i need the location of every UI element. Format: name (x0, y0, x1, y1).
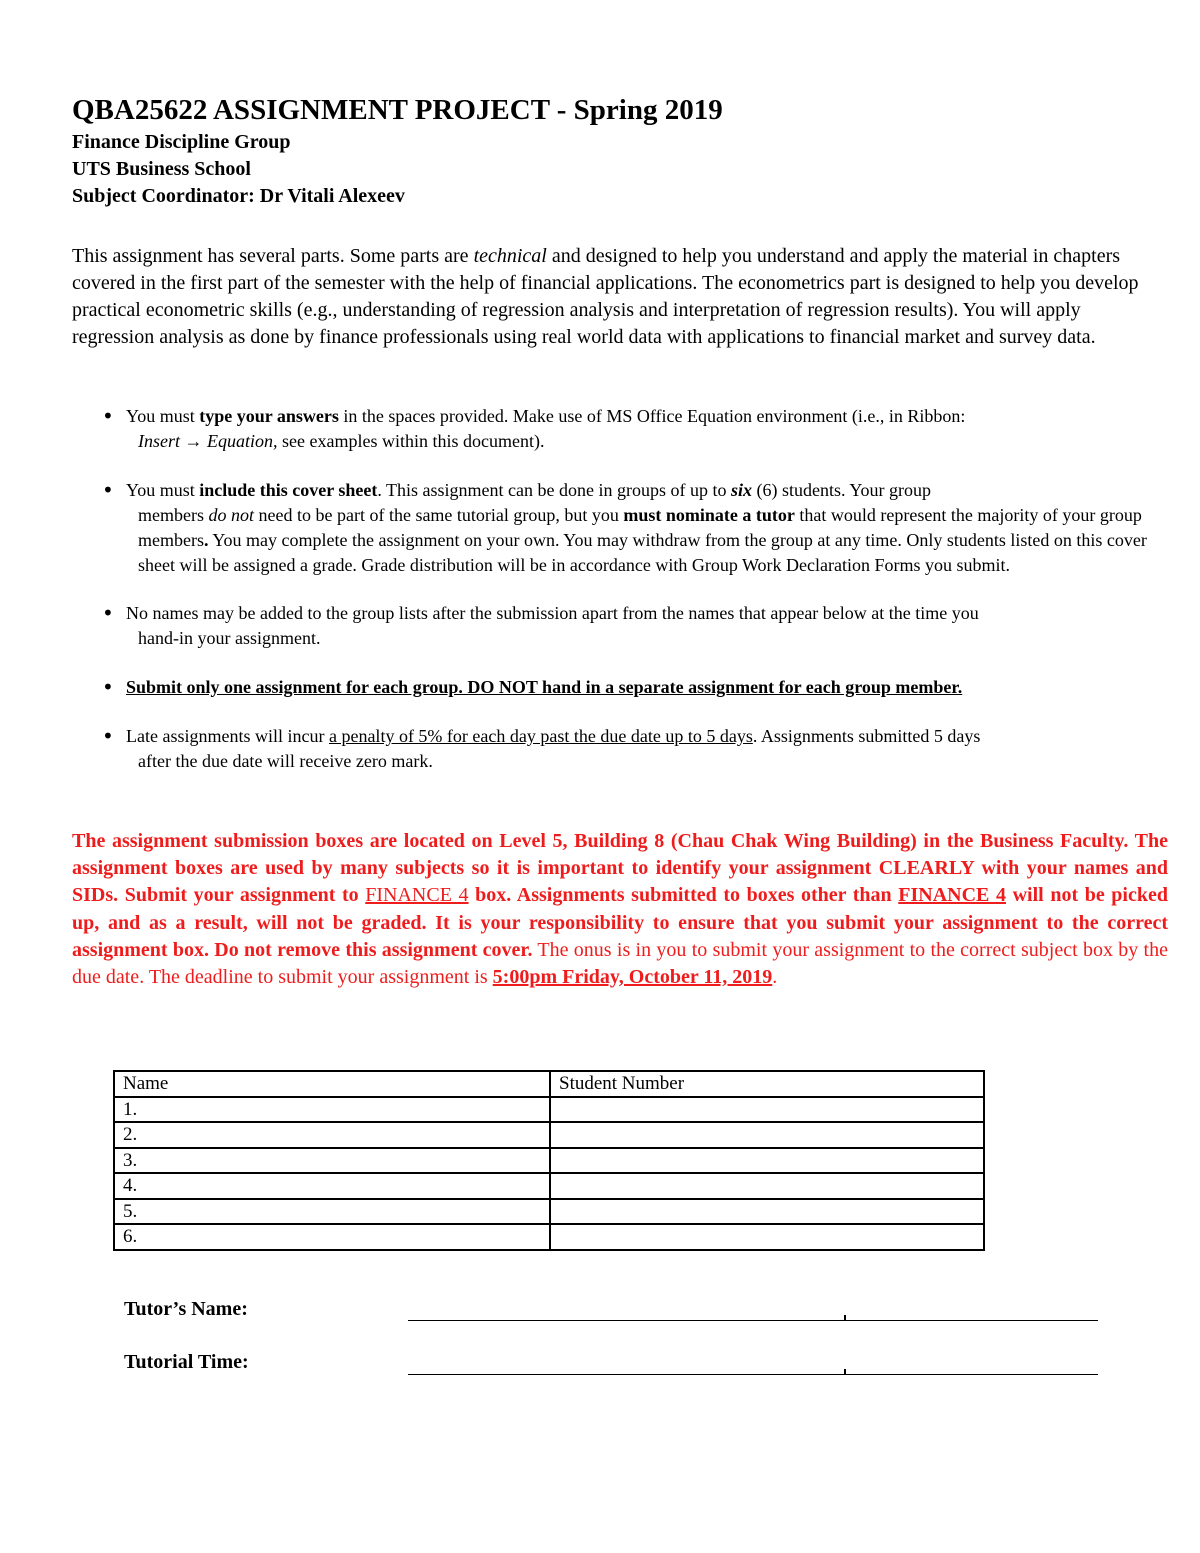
name-cell[interactable]: 1. (114, 1097, 550, 1123)
arrow-right-icon: → (180, 431, 207, 451)
finance-box-name: FINANCE 4 (365, 884, 469, 907)
instructions-list (100, 404, 1162, 798)
list-item: • Late assignments will incur a penalty of 5% for each day past the due date up to 5 days. Assignments submitted 5 days after the due date will receive zero mark. (100, 724, 1162, 774)
tutor-name-label: Tutor’s Name: (124, 1298, 248, 1320)
school-name: UTS Business School (72, 158, 251, 180)
student-number-cell[interactable] (550, 1122, 984, 1148)
student-number-cell[interactable] (550, 1173, 984, 1199)
table-row (114, 1122, 984, 1148)
finance-box-name: FINANCE 4 (898, 884, 1006, 907)
deadline: 5:00pm Friday, October 11, 2019 (492, 966, 773, 989)
column-header-student-number: Student Number (550, 1071, 984, 1097)
name-cell[interactable]: 3. (114, 1148, 550, 1174)
tutor-name-field[interactable] (408, 1320, 1098, 1321)
submission-notice: The assignment submission boxes are located on Level 5, Building 8 (Chau Chak Wing Building) in the Business Faculty. The assignment boxes are used by many subjects so it is important to identify your assignment CLEARLY with your names and SIDs. Submit your assignment to FINANCE 4 box. Assignments submitted to boxes other than FINANCE 4 will not be picked up, and as a result, will not be graded. It is your responsibility to ensure that you submit your assignment to the correct assignment box. Do not remove this assignment cover. The onus is in you to submit your assignment to the correct subject box by the due date. The deadline to submit your assignment is 5:00pm Friday, October 11, 2019. (72, 830, 1168, 989)
name-cell[interactable]: 6. (114, 1224, 550, 1250)
student-number-cell[interactable] (550, 1199, 984, 1225)
list-item: • You must include this cover sheet. This assignment can be done in groups of up to six (6) students. Your group members do not need to be part of the same tutorial group, but you must nominate a tutor that would represent the majority of your group members. You may complete the assignment on your own. You may withdraw from the group at any time. Only students listed on this cover sheet will be assigned a grade. Grade distribution will be in accordance with Group Work Declaration Forms you submit. (100, 478, 1162, 578)
name-cell[interactable]: 5. (114, 1199, 550, 1225)
table-header-row (114, 1071, 984, 1097)
list-item: • Submit only one assignment for each group. DO NOT hand in a separate assignment for each group member. (100, 675, 1162, 700)
table-row (114, 1148, 984, 1174)
list-item: • You must type your answers in the spaces provided. Make use of MS Office Equation environment (i.e., in Ribbon: Insert → Equation, see examples within this document). (100, 404, 1162, 454)
name-cell[interactable]: 4. (114, 1173, 550, 1199)
student-number-cell[interactable] (550, 1224, 984, 1250)
subject-coordinator: Subject Coordinator: Dr Vitali Alexeev (72, 185, 405, 207)
tutorial-time-label: Tutorial Time: (124, 1351, 249, 1373)
student-number-cell[interactable] (550, 1148, 984, 1174)
table-row (114, 1097, 984, 1123)
intro-paragraph: This assignment has several parts. Some parts are technical and designed to help you understand and apply the material in chapters covered in the first part of the semester with the help of financial applications. The econometrics part is designed to help you develop practical econometric skills (e.g., understanding of regression analysis and interpretation of regression results). You will apply regression analysis as done by finance professionals using real world data with applications to financial market and survey data. (72, 245, 1139, 348)
column-header-name: Name (114, 1071, 550, 1097)
table-row (114, 1173, 984, 1199)
table-row (114, 1224, 984, 1250)
table-row (114, 1199, 984, 1225)
document-title: QBA25622 ASSIGNMENT PROJECT - Spring 2019 (72, 94, 723, 126)
discipline-group: Finance Discipline Group (72, 131, 291, 153)
tutorial-time-field[interactable] (408, 1374, 1098, 1375)
name-cell[interactable]: 2. (114, 1122, 550, 1148)
group-members-table (113, 1070, 985, 1251)
list-item: • No names may be added to the group lists after the submission apart from the names that appear below at the time you hand-in your assignment. (100, 601, 1162, 651)
student-number-cell[interactable] (550, 1097, 984, 1123)
